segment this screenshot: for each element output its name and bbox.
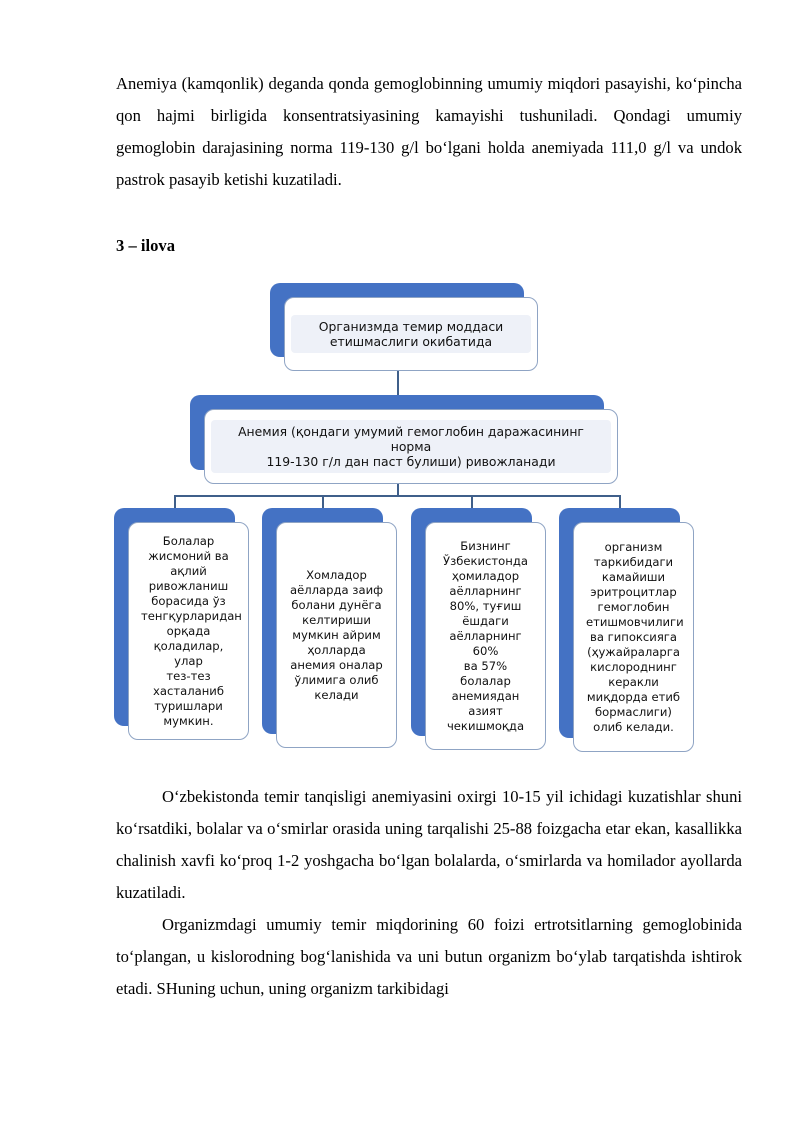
leaf-text-statistics: Бизнинг Ўзбекистонда ҳомиладор аёлларнинг 80%, туғиш ёшдаги аёлларнинг 60% ва 57% болалар анемиядан азият чекишмоқда [443, 538, 528, 733]
top-box-text: Организмда темир моддаси етишмаслиги окибатида [318, 318, 504, 349]
top-box [270, 283, 538, 371]
leaf-text-pregnant: Хомладор аёлларда заиф болани дунёга келтириши мумкин айрим ҳолларда анемия оналар ўлимига олиб келади [289, 567, 384, 702]
uzbekistan-paragraph: O‘zbekistonda temir tanqisligi anemiyasini oxirgi 10-15 yil ichidagi kuzatishlar shuni ko‘rsatdiki, bolalar va o‘smirlar orasida uning tarqalishi 25-88 foizgacha etar ekan, kasallikka chalinish xavfi ko‘proq 1-2 yoshgacha bo‘lgan bolalarda, o‘smirlarda va homilador ayollarda kuzatiladi. [116, 787, 742, 902]
appendix-heading: 3 – ilova [116, 236, 176, 255]
connector-horizontal [174, 495, 621, 497]
leaf-box-children [114, 508, 249, 740]
connector-leaf-4 [619, 495, 621, 509]
intro-paragraph: Anemiya (kamqonlik) deganda qonda gemoglobinning umumiy miqdori pasayishi, ko‘pincha qon hajmi birligida konsentratsiyasining kamayishi tushuniladi. Qondagi umumiy gemoglobin darajasining norma 119-130 g/l bo‘lgani holda anemiyada 111,0 g/l va undok pastrok pasayib ketishi kuzatiladi. [116, 74, 742, 189]
middle-box-text: Анемия (қондаги умумий гемоглобин даражасининг норма 119-130 г/л дан паст булиши) ривожланади [238, 423, 584, 470]
middle-box [190, 395, 618, 484]
connector-leaf-2 [322, 495, 324, 509]
leaf-box-statistics [411, 508, 546, 750]
leaf-box-hypoxia [559, 508, 694, 752]
connector-top-middle [397, 371, 399, 395]
connector-leaf-3 [471, 495, 473, 509]
iron-paragraph: Organizmdagi umumiy temir miqdorining 60 foizi ertrotsitlarning gemoglobinida to‘plangan, u kislorodning bog‘lanishida va uni butun organizm bo‘ylab tarqatishda ishtirok etadi. SHuning uchun, uning organizm tarkibidagi [116, 915, 742, 998]
leaf-box-pregnant [262, 508, 397, 748]
connector-leaf-1 [174, 495, 176, 509]
leaf-text-children: Болалар жисмоний ва ақлий ривожланиш борасида ўз тенгқурларидан орқада қоладилар, улар тез-тез хасталаниб туришлари мумкин. [141, 533, 242, 728]
leaf-text-hypoxia: организм таркибидаги камайиши эритроцитлар гемоглобин етишмовчилиги ва гипоксияга (ҳужайраларга кислороднинг керакли миқдорда етиб бормаслиги) олиб келади. [586, 539, 684, 734]
